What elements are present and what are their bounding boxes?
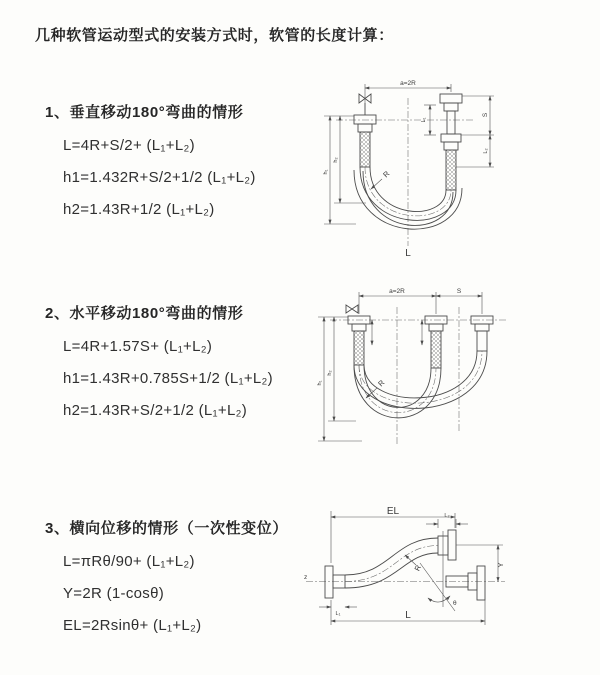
section-3 xyxy=(45,517,315,634)
formula-line: L=πRθ/90+ (L₁+L₂) xyxy=(63,553,195,570)
dim-label-l1: L₁ xyxy=(335,611,341,617)
axis-mark: z xyxy=(304,574,308,581)
formula-line: EL=2Rsinθ+ (L₁+L₂) xyxy=(63,617,202,634)
left-flange xyxy=(325,566,345,598)
right-fitting xyxy=(440,94,462,190)
section-1-heading: 1、垂直移动180°弯曲的情形 xyxy=(45,104,244,121)
dim-label-l: L xyxy=(405,610,411,621)
formula-line: L=4R+1.57S+ (L₁+L₂) xyxy=(63,338,213,355)
dim-label-l2: L₂ xyxy=(444,513,450,519)
angle-construction xyxy=(420,531,455,611)
braided-hose-section xyxy=(431,331,441,368)
dim-label-l2: L₂ xyxy=(483,148,489,154)
dimension-lines xyxy=(318,292,482,441)
dim-label-y: Y xyxy=(496,562,505,568)
dim-label-l1: L₁ xyxy=(421,117,427,123)
lower-flange xyxy=(446,566,485,600)
dim-label-width: a=2R xyxy=(400,80,416,87)
radius-label: R xyxy=(412,563,423,573)
formula-line: h2=1.43R+1/2 (L₁+L₂) xyxy=(63,201,215,218)
dim-label-el: EL xyxy=(386,506,400,517)
diagram-lateral-displacement xyxy=(298,503,600,643)
section-2 xyxy=(45,302,315,419)
dim-label-width: a=2R xyxy=(389,288,405,295)
middle-fitting xyxy=(425,316,447,368)
formula-line: h1=1.43R+0.785S+1/2 (L₁+L₂) xyxy=(63,370,273,387)
dimension-lines xyxy=(319,511,503,625)
dim-label-h1: h₁ xyxy=(317,380,323,386)
dimension-lines xyxy=(324,84,494,224)
left-fitting xyxy=(354,115,376,167)
diagram-horizontal-180-bend xyxy=(310,283,600,453)
upper-flange xyxy=(438,530,456,560)
dim-label-s: S xyxy=(456,288,462,295)
left-fitting xyxy=(348,316,370,365)
page-title: 几种软管运动型式的安装方式时，软管的长度计算： xyxy=(35,27,394,44)
length-label: L xyxy=(405,248,411,259)
diagram-vertical-180-bend xyxy=(308,72,600,262)
section-3-heading: 3、横向位移的情形（一次性变位） xyxy=(45,520,288,537)
dim-label-h2: h₂ xyxy=(333,157,339,163)
section-2-heading: 2、水平移动180°弯曲的情形 xyxy=(45,305,244,322)
moved-fitting xyxy=(471,316,493,351)
dim-label-h2: h₂ xyxy=(327,370,333,376)
formula-line: h2=1.43R+S/2+1/2 (L₁+L₂) xyxy=(63,402,248,419)
hose-curve xyxy=(345,538,438,588)
hose-curves xyxy=(354,351,487,418)
formula-line: Y=2R (1-cosθ) xyxy=(63,585,165,602)
section-1 xyxy=(45,101,315,218)
braided-hose-section xyxy=(360,132,370,167)
dim-label-h1: h₁ xyxy=(323,169,329,175)
dim-label-s: S xyxy=(482,112,489,118)
formula-line: L=4R+S/2+ (L₁+L₂) xyxy=(63,137,195,154)
radius-label: R xyxy=(376,378,387,389)
valve-icon xyxy=(346,305,358,313)
braided-hose-section xyxy=(354,331,364,365)
braided-hose-section xyxy=(446,150,456,190)
formula-line: h1=1.432R+S/2+1/2 (L₁+L₂) xyxy=(63,169,256,186)
angle-label: θ xyxy=(453,600,457,607)
radius-label: R xyxy=(381,169,392,180)
